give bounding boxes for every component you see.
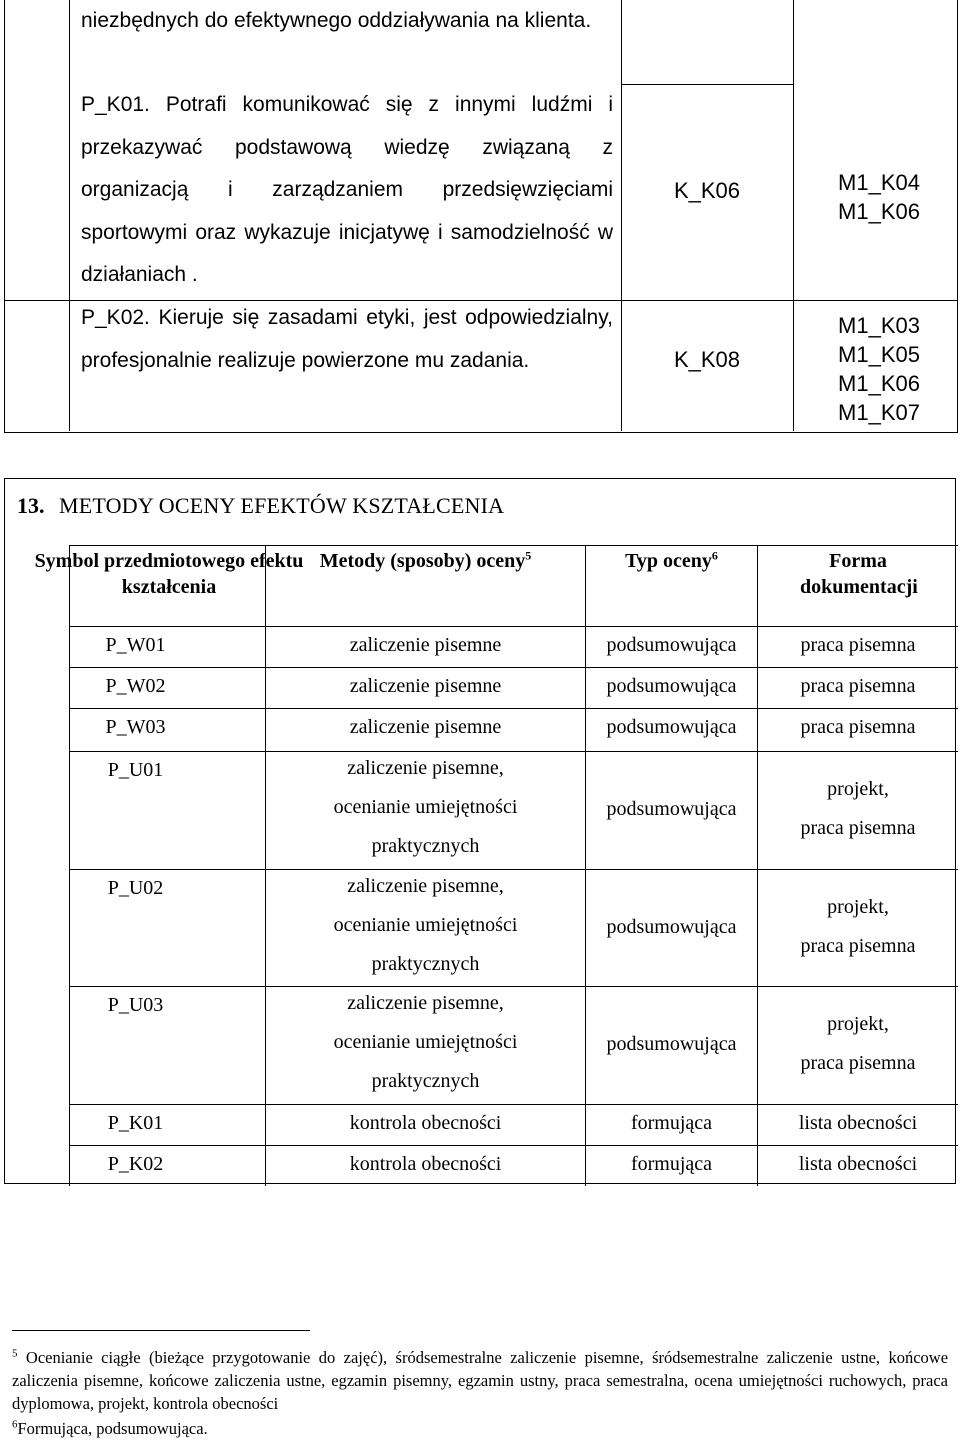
m-code: M1_K04 <box>838 170 920 195</box>
cell-type: podsumowująca <box>606 675 737 697</box>
form-line: praca pisemna <box>800 935 916 957</box>
cell-symbol: P_U02 <box>107 877 164 899</box>
method-line: ocenianie umiejętności <box>333 1031 518 1053</box>
cell-symbol: P_K01 <box>107 1112 164 1134</box>
form-line: lista obecności <box>798 1112 918 1134</box>
section-number: 13. <box>17 493 45 518</box>
form-line: praca pisemna <box>800 675 916 697</box>
m-code: M1_K06 <box>838 371 920 396</box>
header-form: Forma dokumentacji <box>800 550 918 598</box>
form-line: praca pisemna <box>800 817 916 839</box>
m-code: M1_K05 <box>838 342 920 367</box>
m-code: M1_K06 <box>838 199 920 224</box>
cell-method <box>266 1151 585 1177</box>
footnote-ref: 5 <box>525 548 532 563</box>
form-line: projekt, <box>827 1013 889 1035</box>
footnote-mark: 6 <box>12 1418 18 1431</box>
row-divider <box>70 626 958 627</box>
cell-method <box>266 867 585 984</box>
method-line: kontrola obecności <box>349 1112 502 1134</box>
form-line: lista obecności <box>798 1153 918 1175</box>
row-divider <box>70 1145 958 1146</box>
method-line: ocenianie umiejętności <box>333 796 518 818</box>
footnote-6 <box>12 1417 948 1440</box>
method-line: praktycznych <box>371 953 480 975</box>
k-code: K_K06 <box>673 178 741 203</box>
method-line: zaliczenie pisemne, <box>347 992 504 1014</box>
cell-method <box>266 749 585 866</box>
form-line: projekt, <box>827 778 889 800</box>
cell-method <box>266 714 585 740</box>
cell-method <box>266 632 585 658</box>
method-line: ocenianie umiejętności <box>333 914 518 936</box>
header-methods <box>266 548 585 574</box>
header-type-label: Typ oceny <box>625 550 712 572</box>
outcome-code: P_K02. <box>81 306 150 329</box>
method-line: zaliczenie pisemne <box>349 634 502 656</box>
k-code: K_K08 <box>673 347 741 372</box>
method-line: zaliczenie pisemne <box>349 716 502 738</box>
method-line: praktycznych <box>371 835 480 857</box>
footnote-ref: 6 <box>711 548 718 563</box>
outcome-code: P_K01. <box>81 93 150 116</box>
form-line: projekt, <box>827 896 889 918</box>
cell-form <box>758 888 958 966</box>
m-codes <box>794 311 960 427</box>
col-divider <box>585 626 586 1186</box>
cell-method <box>266 673 585 699</box>
header-methods-label: Metody (sposoby) oceny <box>319 550 526 572</box>
footnote-mark: 5 <box>12 1347 18 1360</box>
cell-type: podsumowująca <box>606 716 737 738</box>
outcome-p-k01 <box>81 84 613 297</box>
method-line: kontrola obecności <box>349 1153 502 1175</box>
cell-type: podsumowująca <box>606 634 737 656</box>
cell-method <box>266 1110 585 1136</box>
cell-type: formująca <box>630 1153 713 1175</box>
row-divider <box>70 667 958 668</box>
cell-type: podsumowująca <box>606 916 737 938</box>
m-code: M1_K03 <box>838 313 920 338</box>
row-divider <box>70 1104 958 1105</box>
learning-outcomes-table <box>4 0 958 433</box>
method-line: praktycznych <box>371 1070 480 1092</box>
footnote-rule <box>12 1330 310 1331</box>
cell-type: podsumowująca <box>606 1033 737 1055</box>
m-codes <box>794 168 960 226</box>
outcome-text-continued: niezbędnych do efektywnego oddziaływania na klienta. <box>81 9 592 32</box>
cell-form <box>758 632 958 658</box>
cell-method <box>266 984 585 1101</box>
form-line: praca pisemna <box>800 634 916 656</box>
section-title: METODY OCENY EFEKTÓW KSZTAŁCENIA <box>59 493 505 518</box>
header-symbol: Symbol przedmiotowego efektu kształcenia <box>34 550 304 598</box>
cell-form <box>758 714 958 740</box>
cell-form <box>758 1110 958 1136</box>
cell-form <box>758 1005 958 1083</box>
outcome-description: Kieruje się zasadami etyki, jest odpowiedzialny, profesjonalnie realizuje powierzone mu zadania. <box>81 306 613 372</box>
cell-symbol: P_U01 <box>107 759 164 781</box>
assessment-methods-section <box>4 478 956 1184</box>
cell-symbol: P_U03 <box>107 994 164 1016</box>
m-code: M1_K07 <box>838 400 920 425</box>
footnote-text: Formująca, podsumowująca. <box>17 1419 208 1438</box>
outcome-description: Potrafi komunikować się z innymi ludźmi i przekazywać podstawową wiedzę związaną z organizacją i zarządzaniem przedsięwzięciami sportowymi oraz wykazuje inicjatywę i samodzielność w działaniach . <box>81 93 614 286</box>
cell-form <box>758 673 958 699</box>
row-divider <box>621 84 793 85</box>
footnote-5 <box>12 1346 948 1415</box>
method-line: zaliczenie pisemne, <box>347 757 504 779</box>
cell-symbol: P_K02 <box>107 1153 164 1175</box>
cell-form <box>758 770 958 848</box>
header-type <box>586 548 757 574</box>
assessment-table <box>34 545 958 1186</box>
cell-symbol: P_W03 <box>105 716 166 738</box>
method-line: zaliczenie pisemne <box>349 675 502 697</box>
footnote-text: Ocenianie ciągłe (bieżące przygotowanie do zajęć), śródsemestralne zaliczenie pisemne, śródsemestralne zaliczenie ustne, końcowe zaliczenia pisemne, końcowe zaliczenia ustne, egzamin pisemny, egzamin ustny, praca semestralna, ocena umiejętności ruchowych, praca dyplomowa, projekt, kontrola obecności <box>12 1348 949 1413</box>
cell-type: formująca <box>630 1112 713 1134</box>
cell-symbol: P_W02 <box>105 675 166 697</box>
section-heading <box>17 493 504 519</box>
row-divider <box>70 708 958 709</box>
col-divider <box>69 0 70 431</box>
cell-type: podsumowująca <box>606 798 737 820</box>
form-line: praca pisemna <box>800 1052 916 1074</box>
form-line: praca pisemna <box>800 716 916 738</box>
method-line: zaliczenie pisemne, <box>347 875 504 897</box>
cell-form <box>758 1151 958 1177</box>
cell-symbol: P_W01 <box>105 634 166 656</box>
col-divider <box>757 546 758 626</box>
outcome-p-k02 <box>81 297 613 382</box>
